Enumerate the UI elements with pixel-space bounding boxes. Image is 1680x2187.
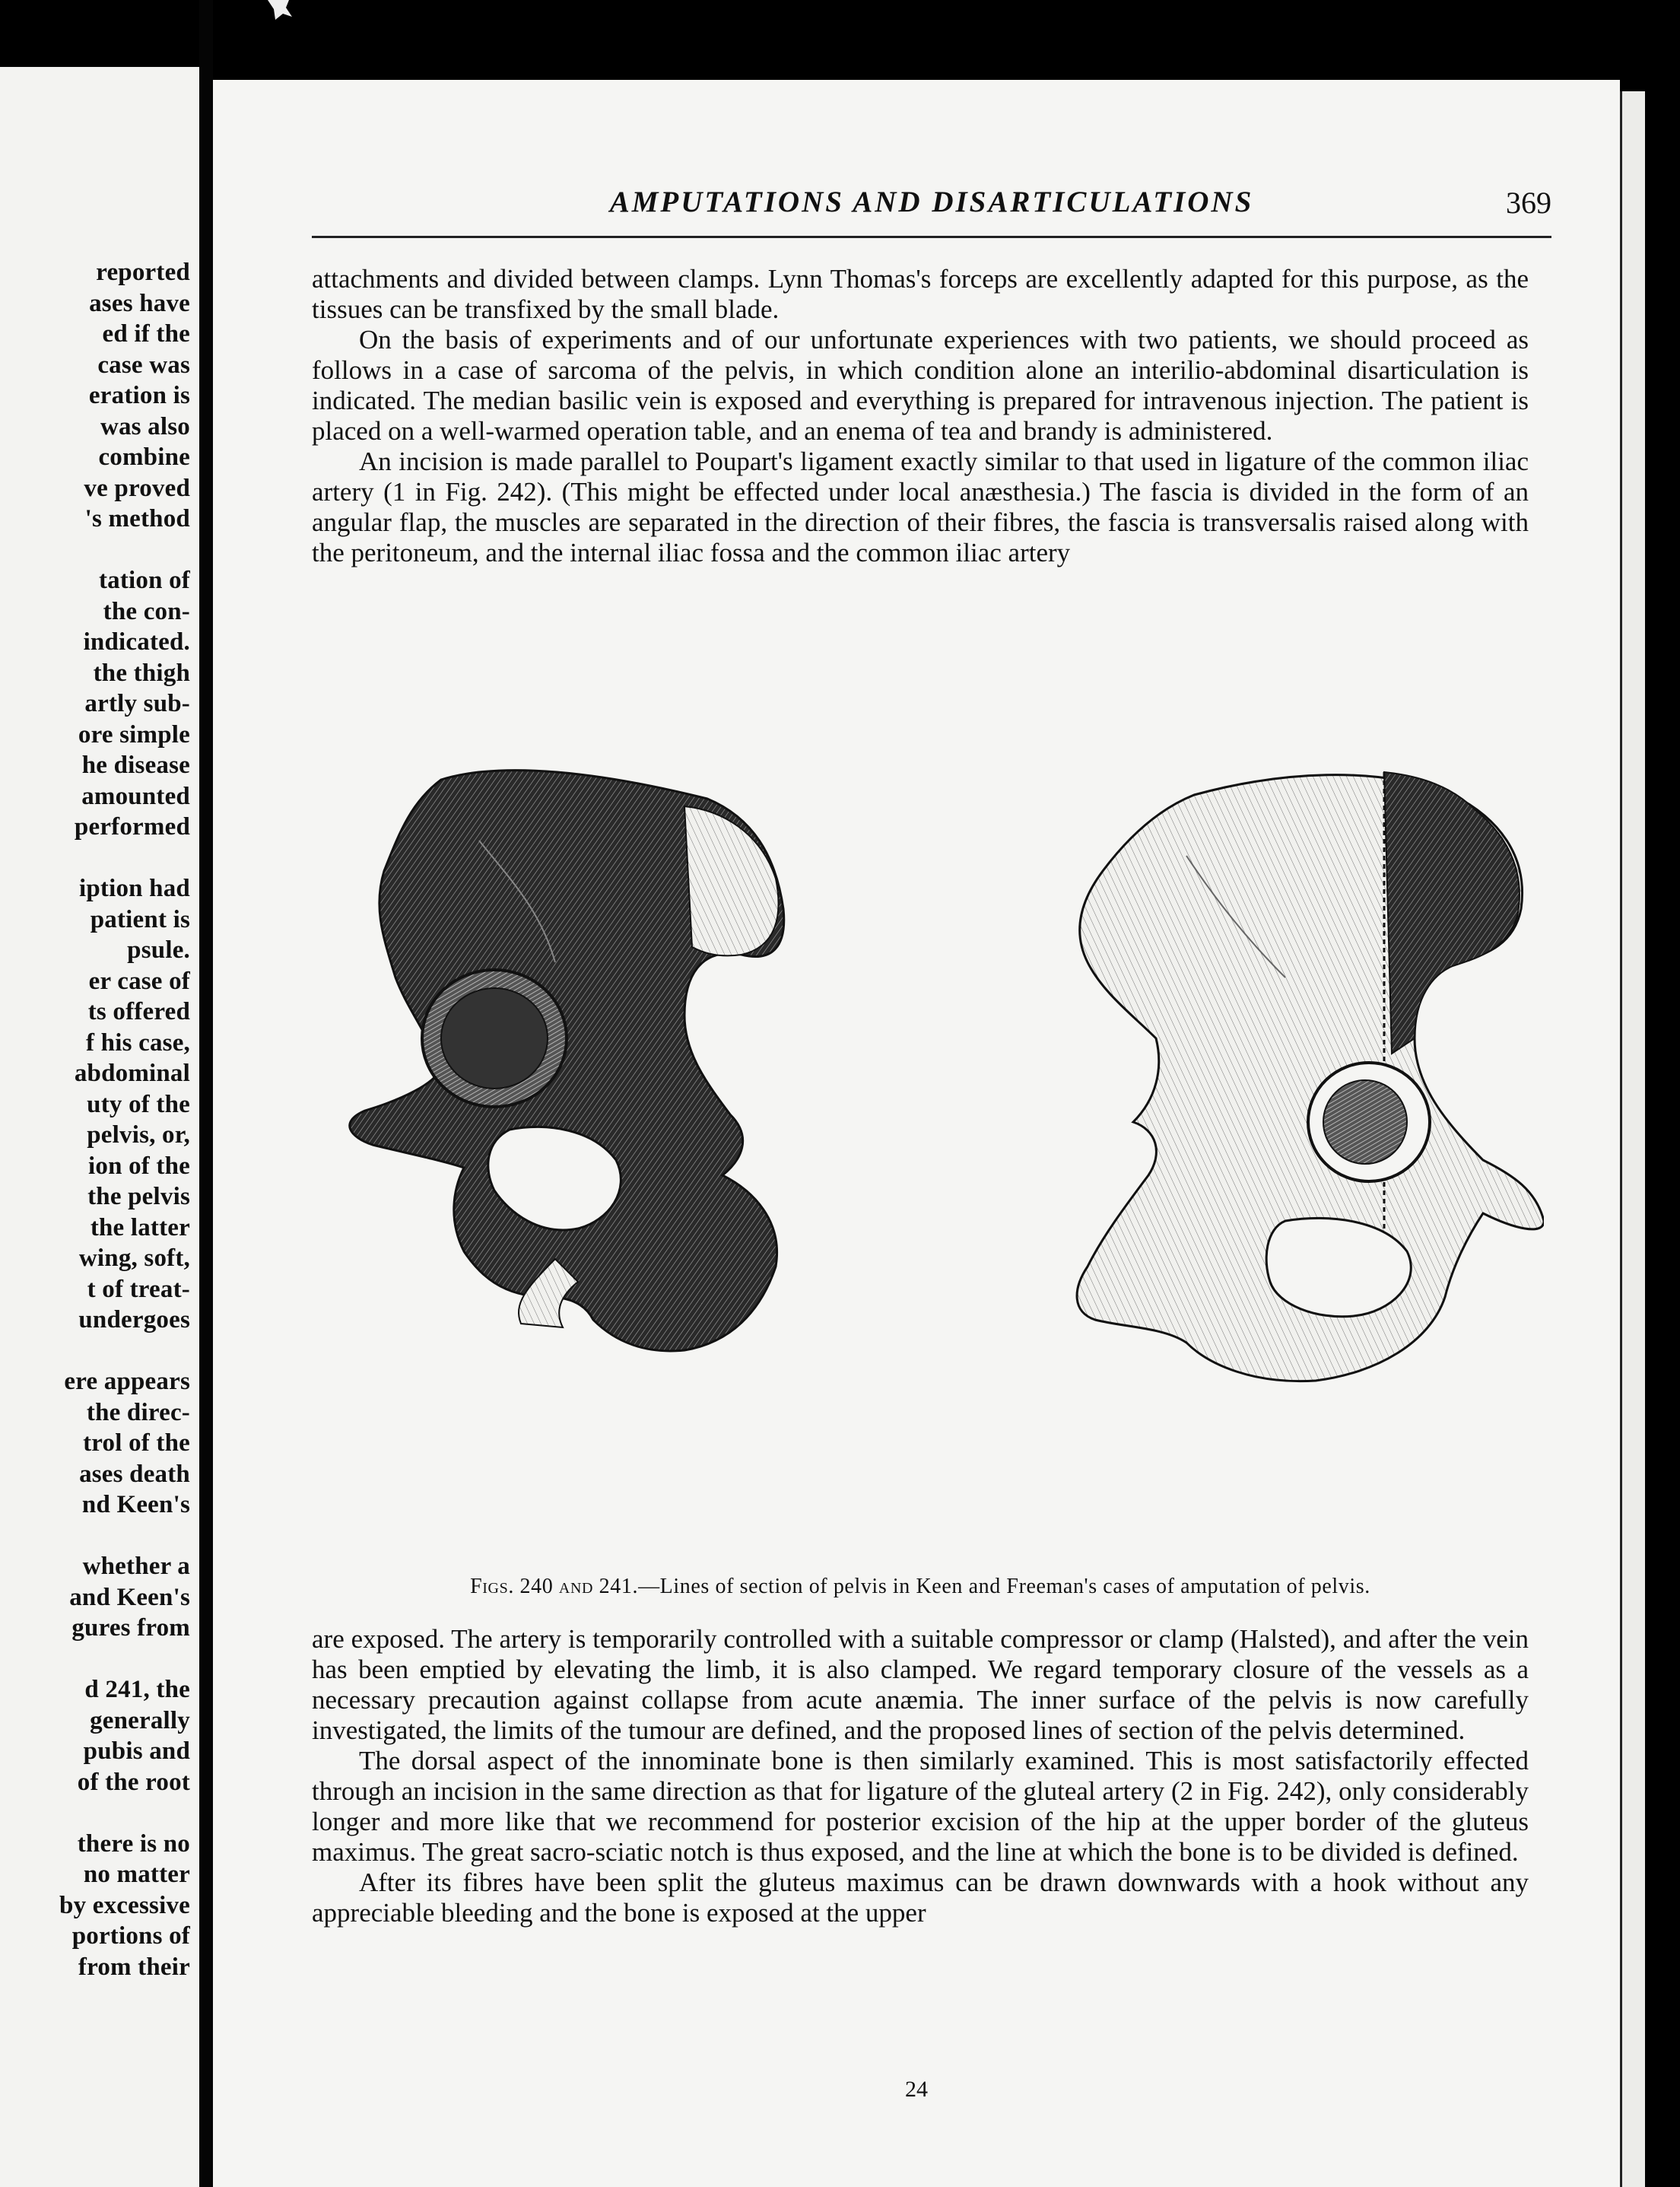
- book-gutter: [199, 0, 213, 2187]
- right-dark-region: [1384, 772, 1520, 1054]
- left-cut-region: [684, 806, 779, 955]
- previous-page-line: eration is: [88, 382, 190, 409]
- previous-page-line: t of treat-: [87, 1275, 190, 1303]
- previous-page-line: undergoes: [78, 1306, 190, 1333]
- previous-page-line: the thigh: [93, 659, 190, 687]
- caption-text: —Lines of section of pelvis in Keen and Freeman's cases of amputation of pelvis.: [638, 1575, 1370, 1598]
- fig-240-drawing: [350, 771, 784, 1351]
- previous-page-line: ases have: [89, 289, 190, 317]
- previous-page-line: the pelvis: [87, 1183, 190, 1210]
- paragraph: On the basis of experiments and of our unfortunate experiences with two patients, we should proceed as follows in a case of sarcoma of the pelvis, in which condition alone an interilio-abdominal disarticulation is indicated. The median basilic vein is exposed and everything is prepared for intravenous injection. The patient is placed on a well-warmed operation table, and an enema of tea and brandy is administered.: [312, 325, 1529, 446]
- paragraph: attachments and divided between clamps. Lynn Thomas's forceps are excellently adapted for this purpose, as the tissues can be transfixed by the small blade.: [312, 264, 1529, 324]
- previous-page-line: nd Keen's: [81, 1491, 190, 1518]
- previous-page-line: uty of the: [87, 1090, 190, 1118]
- previous-page-line: artly sub-: [84, 690, 190, 717]
- pelvis-figure: [327, 764, 1544, 1571]
- paragraph: The dorsal aspect of the innominate bone is then similarly examined. This is most satisfactorily effected through an incision in the same direction as that for ligature of the gluteal artery (2 in Fig. 242), only considerably longer and more like that we recommend for posterior excision of the hip at the upper border of the gluteus maximus. The great sacro-sciatic notch is thus exposed, and the line at which the bone is to be divided is defined.: [312, 1746, 1529, 1867]
- previous-page-line: ion of the: [88, 1152, 190, 1180]
- previous-page-line: portions of: [71, 1922, 190, 1950]
- running-title: AMPUTATIONS AND DISARTICULATIONS: [609, 186, 1254, 218]
- previous-page-line: ases death: [79, 1460, 190, 1488]
- previous-page-line: ere appears: [64, 1368, 190, 1395]
- previous-page-line: amounted: [81, 782, 190, 810]
- previous-page-line: abdominal: [74, 1060, 190, 1087]
- previous-page-line: there is no: [77, 1829, 190, 1858]
- paragraph: After its fibres have been split the gluteus maximus can be drawn downwards with a hook without any appreciable bleeding and the bone is exposed at the upper: [312, 1868, 1529, 1928]
- previous-page-line: ve proved: [84, 474, 190, 502]
- previous-page-line: trol of the: [83, 1429, 190, 1457]
- previous-page-line: case was: [97, 351, 190, 379]
- paragraph: are exposed. The artery is temporarily controlled with a suitable compressor or clamp (Halsted), and after the vein has been emptied by elevating the limb, it is also clamped. We regard temporary closure of the vessels as a necessary precaution against collapse from acute anæmia. The inner surface of the pelvis is now carefully investigated, the limits of the tumour are defined, and the proposed lines of section of the pelvis determined.: [312, 1624, 1529, 1745]
- previous-page-line: iption had: [79, 875, 190, 902]
- previous-page-line: was also: [100, 412, 190, 440]
- previous-page-line: reported: [96, 259, 190, 286]
- previous-page-line: f his case,: [86, 1028, 190, 1057]
- previous-page-line: and Keen's: [69, 1583, 190, 1611]
- previous-page-line: the direc-: [86, 1398, 190, 1426]
- previous-page-line: patient is: [90, 905, 190, 933]
- page-edge: [1620, 91, 1645, 2187]
- caption-label: Figs. 240 and 241.: [470, 1575, 639, 1598]
- scan-artifact: [266, 0, 297, 23]
- previous-page-line: of the root: [77, 1768, 190, 1796]
- page-header: [312, 185, 1551, 230]
- previous-page-line: d 241, the: [84, 1676, 190, 1703]
- body-text-bottom: [312, 1624, 1529, 1928]
- previous-page-line: ore simple: [78, 720, 190, 749]
- previous-page-line: the latter: [90, 1213, 190, 1241]
- previous-page-line: the con-: [103, 597, 190, 625]
- previous-page-line: generally: [90, 1706, 190, 1734]
- previous-page-line: from their: [78, 1953, 190, 1981]
- previous-page-line: pelvis, or,: [87, 1121, 190, 1149]
- previous-page-line: by excessive: [59, 1891, 190, 1919]
- previous-page-line: psule.: [127, 936, 190, 964]
- signature-number: 24: [905, 2077, 928, 2102]
- previous-page-line: whether a: [82, 1553, 190, 1580]
- header-rule: [312, 236, 1551, 238]
- fig-241-drawing: [1077, 772, 1544, 1381]
- previous-page-line: indicated.: [83, 628, 190, 656]
- paragraph: An incision is made parallel to Poupart's ligament exactly similar to that used in ligature of the common iliac artery (1 in Fig. 242). (This might be effected under local anæsthesia.) The fascia is divided in the form of an angular flap, the muscles are separated in the direction of their fibres, the fascia is transversalis raised along with the peritoneum, and the internal iliac fossa and the common iliac artery: [312, 447, 1529, 567]
- page: [213, 80, 1620, 2187]
- previous-page-line: ts offered: [87, 998, 190, 1025]
- body-text-top: [312, 264, 1529, 568]
- previous-page-line: ed if the: [102, 320, 190, 348]
- figure-caption: [327, 1575, 1513, 1599]
- previous-page-fragment: [0, 67, 199, 2187]
- previous-page-line: 's method: [84, 505, 190, 532]
- previous-page-line: performed: [74, 813, 190, 841]
- previous-page-line: tation of: [98, 567, 190, 594]
- previous-page-line: no matter: [83, 1861, 190, 1888]
- previous-page-line: er case of: [88, 967, 190, 995]
- page-number: 369: [1506, 186, 1551, 220]
- previous-page-line: pubis and: [83, 1737, 190, 1765]
- previous-page-line: combine: [98, 443, 190, 471]
- previous-page-line: wing, soft,: [78, 1244, 190, 1272]
- previous-page-line: gures from: [71, 1614, 190, 1642]
- previous-page-line: he disease: [81, 752, 190, 779]
